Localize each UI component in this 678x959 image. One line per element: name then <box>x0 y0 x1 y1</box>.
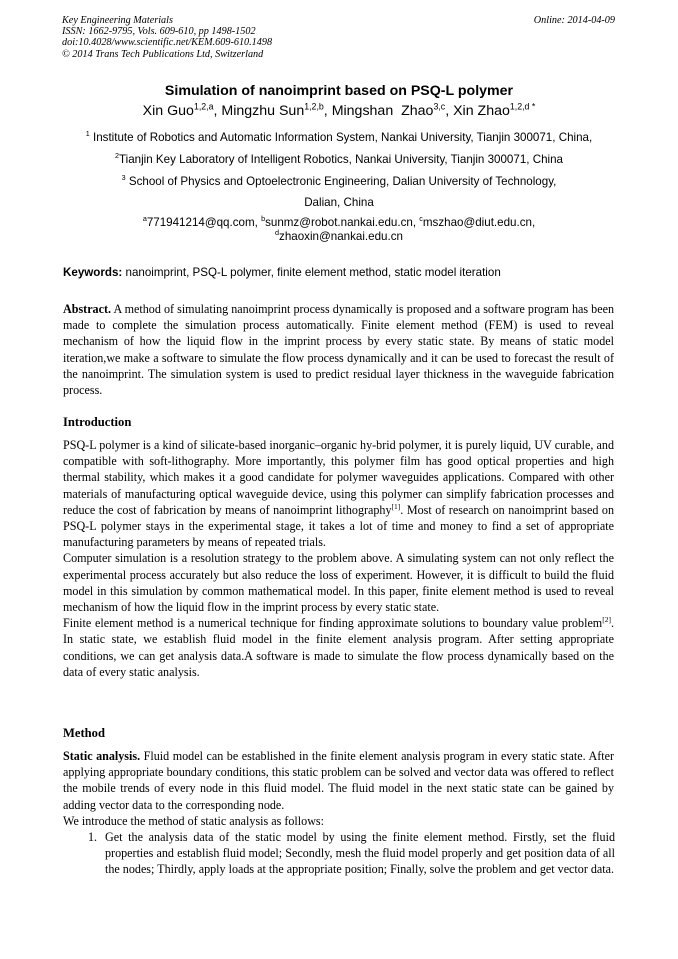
journal-header <box>62 15 272 60</box>
email: $^b$sunmz@robot.nankai.edu.cn, <box>261 214 420 229</box>
author: Xin Zhao$^{1,2,d *}$ <box>453 101 536 119</box>
email: $^a$771941214@qq.com, <box>142 214 262 229</box>
method-heading: Method <box>63 726 105 740</box>
paragraph: PSQ-L polymer is a kind of silicate-based inorganic–organic hy-brid polymer, it is purely liquid, UV curable, and compatible with soft-lithography. More importantly, this polymer film has good optical properties and high thermal stability, which makes it a good candidate for polymer waveguides applications. Compared with other materials of manufacturing optical waveguide device, using this polymer can simplify fabrication processes and reduce the cost of fabrication by means of nanoimprint lithography[1]. Most of research on nanoimprint based on PSQ-L polymer stays in the experimental stage, it takes a lot of time and money to find a set of appropriate manufacturing parameters by means of repeated trials. <box>63 438 614 550</box>
author-list <box>0 103 678 119</box>
issn-line: ISSN: 1662-9795, Vols. 609-610, pp 1498-1502 <box>62 26 256 38</box>
static-analysis-label: Static analysis. <box>63 749 141 763</box>
citation-ref: [2] <box>602 615 611 625</box>
paragraph: Computer simulation is a resolution strategy to the problem above. A simulating system can not only reflect the experimental process accurately but also reduce the loss of experiment. However, it is difficult to build the fluid model in this simulation by common mathematical model. In this paper, finite element method is used to reveal mechanism of how the liquid flow in the imprint process by every static state. <box>63 551 614 615</box>
method-body <box>63 748 614 829</box>
online-date: Online: 2014-04-09 <box>533 15 615 26</box>
paper-title: Simulation of nanoimprint based on PSQ-L polymer <box>164 83 514 99</box>
affiliation-3: $^3$ School of Physics and Optoelectronic Engineering, Dalian University of Technology, <box>121 173 557 188</box>
keywords: Keywords: nanoimprint, PSQ-L polymer, finite element method, static model iteration <box>63 266 501 279</box>
list-number: 1. <box>88 830 98 844</box>
email: $^d$zhaoxin@nankai.edu.cn <box>275 228 403 243</box>
email: $^c$mszhao@diut.edu.cn, <box>419 214 536 229</box>
list-item-text: Get the analysis data of the static model by using the finite element method. Firstly, set the fluid properties and establish fluid model; Secondly, mesh the fluid model properly and get position data of all the nodes; Thirdly, apply loads at the appropriate position; Finally, solve the problem and get vector data. <box>105 830 615 877</box>
paragraph: Static analysis. Fluid model can be established in the finite element analysis program in every static state. After applying appropriate boundary conditions, this static problem can be solved and vector data was offered to reflect the mobile trends of every node in this fluid model. The fluid model in the next static state can be gained by adding vector data to the corresponding node. <box>63 749 614 812</box>
paragraph: We introduce the method of static analysis as follows: <box>63 813 324 828</box>
abstract: Abstract. A method of simulating nanoimprint process dynamically is proposed and a software program has been made to complete the simulation process automatically. Finite element method (FEM) is used to reveal mechanism of how the liquid flow in the imprint process by every static state. By means of static model iteration,we make a software to simulate the flow process dynamically and it can be used to forecast the result of the nanoimprint. The simulation system is used to predict residual layer thickness in the waveguide fabrication process. <box>63 302 614 398</box>
introduction-heading: Introduction <box>63 415 132 429</box>
email-block <box>0 216 678 244</box>
abstract-label: Abstract. <box>63 302 112 316</box>
doi-line: doi:10.4028/www.scientific.net/KEM.609-610.1498 <box>62 37 273 49</box>
introduction-body <box>63 437 614 680</box>
author: Xin Guo$^{1,2,a}$, <box>142 101 222 119</box>
paragraph: Finite element method is a numerical technique for finding approximate solutions to boundary value problem[2]. In static state, we establish fluid model in the finite element analysis program. After setting appropriate conditions, we can get analysis data.A software is made to simulate the flow process dynamically based on the data of every static analysis. <box>63 615 614 679</box>
list-item <box>88 829 615 878</box>
copyright-line: © 2014 Trans Tech Publications Ltd, Switzerland <box>62 48 264 60</box>
citation-ref: [1] <box>391 501 401 511</box>
author: Mingzhu Sun$^{1,2,b}$, <box>221 101 332 119</box>
journal-name: Key Engineering Materials <box>62 15 173 26</box>
affiliation-2: $^2$Tianjin Key Laboratory of Intelligent Robotics, Nankai University, Tianjin 300071, China <box>114 151 564 166</box>
author: Mingshan Zhao$^{3,c}$, <box>331 101 454 119</box>
affiliation-1: $^1$ Institute of Robotics and Automatic Information System, Nankai University, Tianjin 300071, China, <box>85 129 593 144</box>
affiliation-3-cont: Dalian, China <box>304 196 374 209</box>
